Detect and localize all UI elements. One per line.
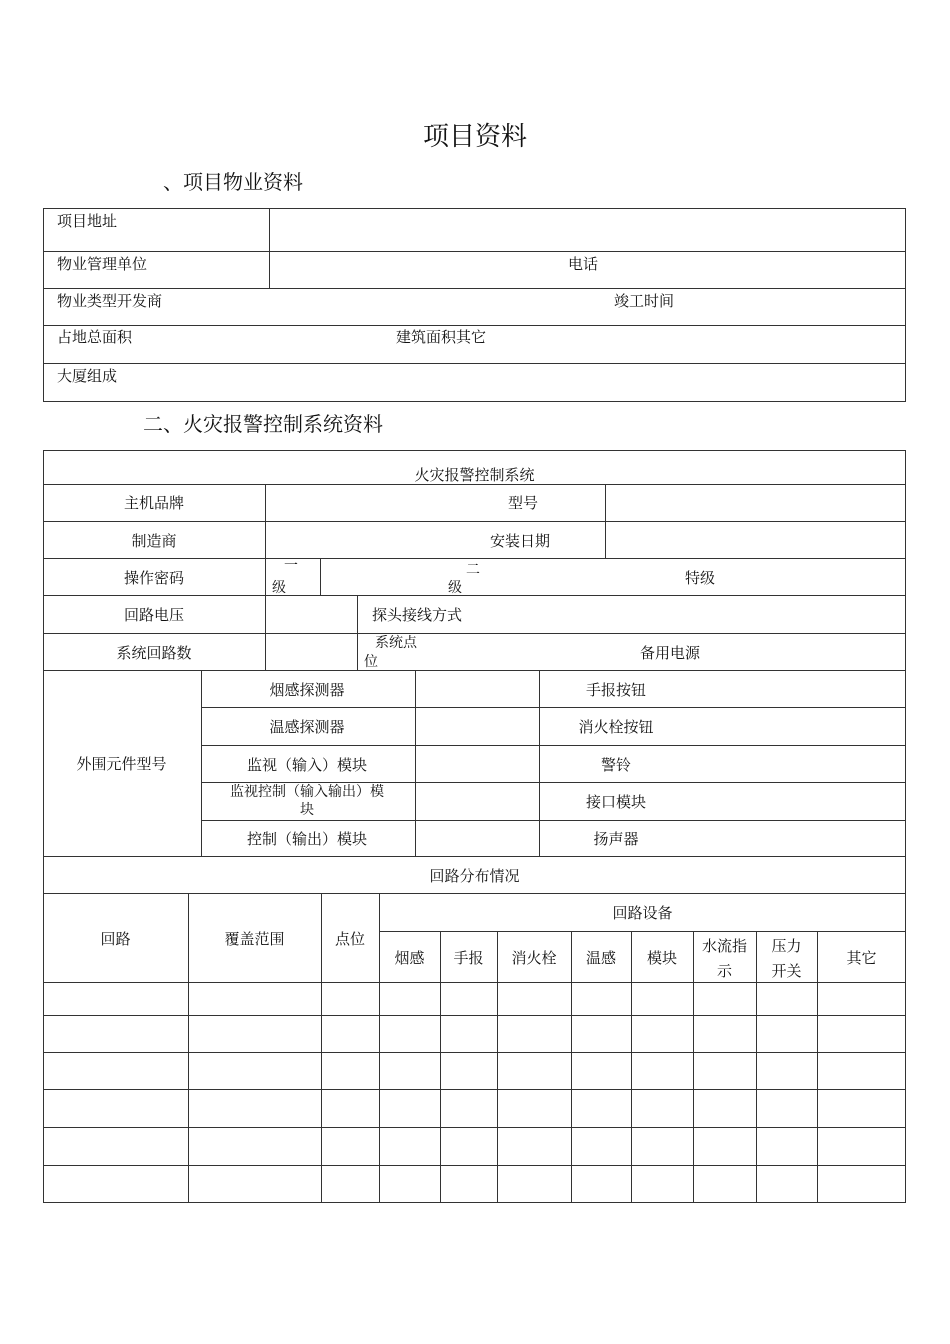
label-special-level: 特级 (685, 569, 716, 587)
component-left-2: 温感探测器 (269, 718, 345, 736)
label-land-area: 占地总面积 (57, 328, 133, 346)
label-points-top: 系统点 (375, 635, 417, 651)
label-type-developer: 物业类型开发商 (57, 292, 163, 310)
label-model: 型号 (508, 494, 539, 512)
label-mgmt-unit: 物业管理单位 (57, 255, 148, 273)
label-loop-voltage: 回路电压 (123, 606, 184, 624)
component-left-4-wrap: 块 (300, 802, 314, 818)
sub-smoke: 烟感 (394, 949, 425, 967)
col-coverage: 覆盖范围 (224, 930, 285, 948)
label-peripheral: 外围元件型号 (76, 755, 167, 773)
label-manufacturer: 制造商 (131, 532, 177, 550)
page-title: 项目资料 (422, 122, 527, 152)
label-level1-top: 一 (284, 558, 298, 574)
loop-distribution-header: 回路分布情况 (429, 867, 520, 885)
section-heading-property: 、项目物业资料 (163, 170, 303, 194)
sub-pressure-top: 压力 (771, 937, 802, 955)
label-points-bottom: 位 (364, 654, 378, 670)
label-composition: 大厦组成 (57, 367, 118, 385)
component-right-3: 警铃 (600, 756, 631, 774)
sub-manual: 手报 (453, 949, 484, 967)
sub-other: 其它 (846, 949, 877, 967)
label-level2-top: 二 (466, 562, 480, 578)
label-probe-wiring: 探头接线方式 (372, 606, 463, 624)
sub-module: 模块 (646, 949, 677, 967)
sub-heat: 温感 (585, 949, 616, 967)
label-install-date: 安装日期 (490, 532, 551, 550)
sub-flow-top: 水流指 (701, 937, 747, 955)
label-loop-count: 系统回路数 (116, 644, 192, 662)
label-address: 项目地址 (57, 212, 118, 230)
col-points: 点位 (334, 930, 365, 948)
component-right-5: 扬声器 (593, 830, 639, 848)
sub-hydrant: 消火栓 (511, 949, 557, 967)
label-op-password: 操作密码 (123, 569, 184, 587)
label-building-area: 建筑面积其它 (396, 328, 487, 346)
label-level2-bottom: 级 (448, 580, 462, 596)
component-right-2: 消火栓按钮 (578, 718, 654, 736)
sub-pressure-bottom: 开关 (771, 962, 802, 980)
address-field[interactable] (268, 210, 904, 250)
component-right-1: 手报按钮 (585, 681, 646, 699)
section-heading-fire: 二、火灾报警控制系统资料 (143, 412, 383, 436)
label-host-brand: 主机品牌 (123, 494, 184, 512)
label-level1-bottom: 级 (272, 580, 286, 596)
fire-system-header: 火灾报警控制系统 (414, 466, 535, 484)
label-completion: 竣工时间 (614, 292, 675, 310)
col-loop-devices: 回路设备 (612, 904, 673, 922)
component-right-4: 接口模块 (585, 793, 646, 811)
component-left-3: 监视（输入）模块 (246, 756, 367, 774)
component-left-5: 控制（输出）模块 (246, 830, 367, 848)
component-left-4: 监视控制（输入输出）模 (230, 784, 384, 800)
label-backup-power: 备用电源 (640, 644, 701, 662)
sub-flow-bottom: 示 (716, 962, 732, 980)
label-phone: 电话 (568, 255, 599, 273)
col-loop: 回路 (100, 930, 131, 948)
component-left-1: 烟感探测器 (269, 681, 345, 699)
